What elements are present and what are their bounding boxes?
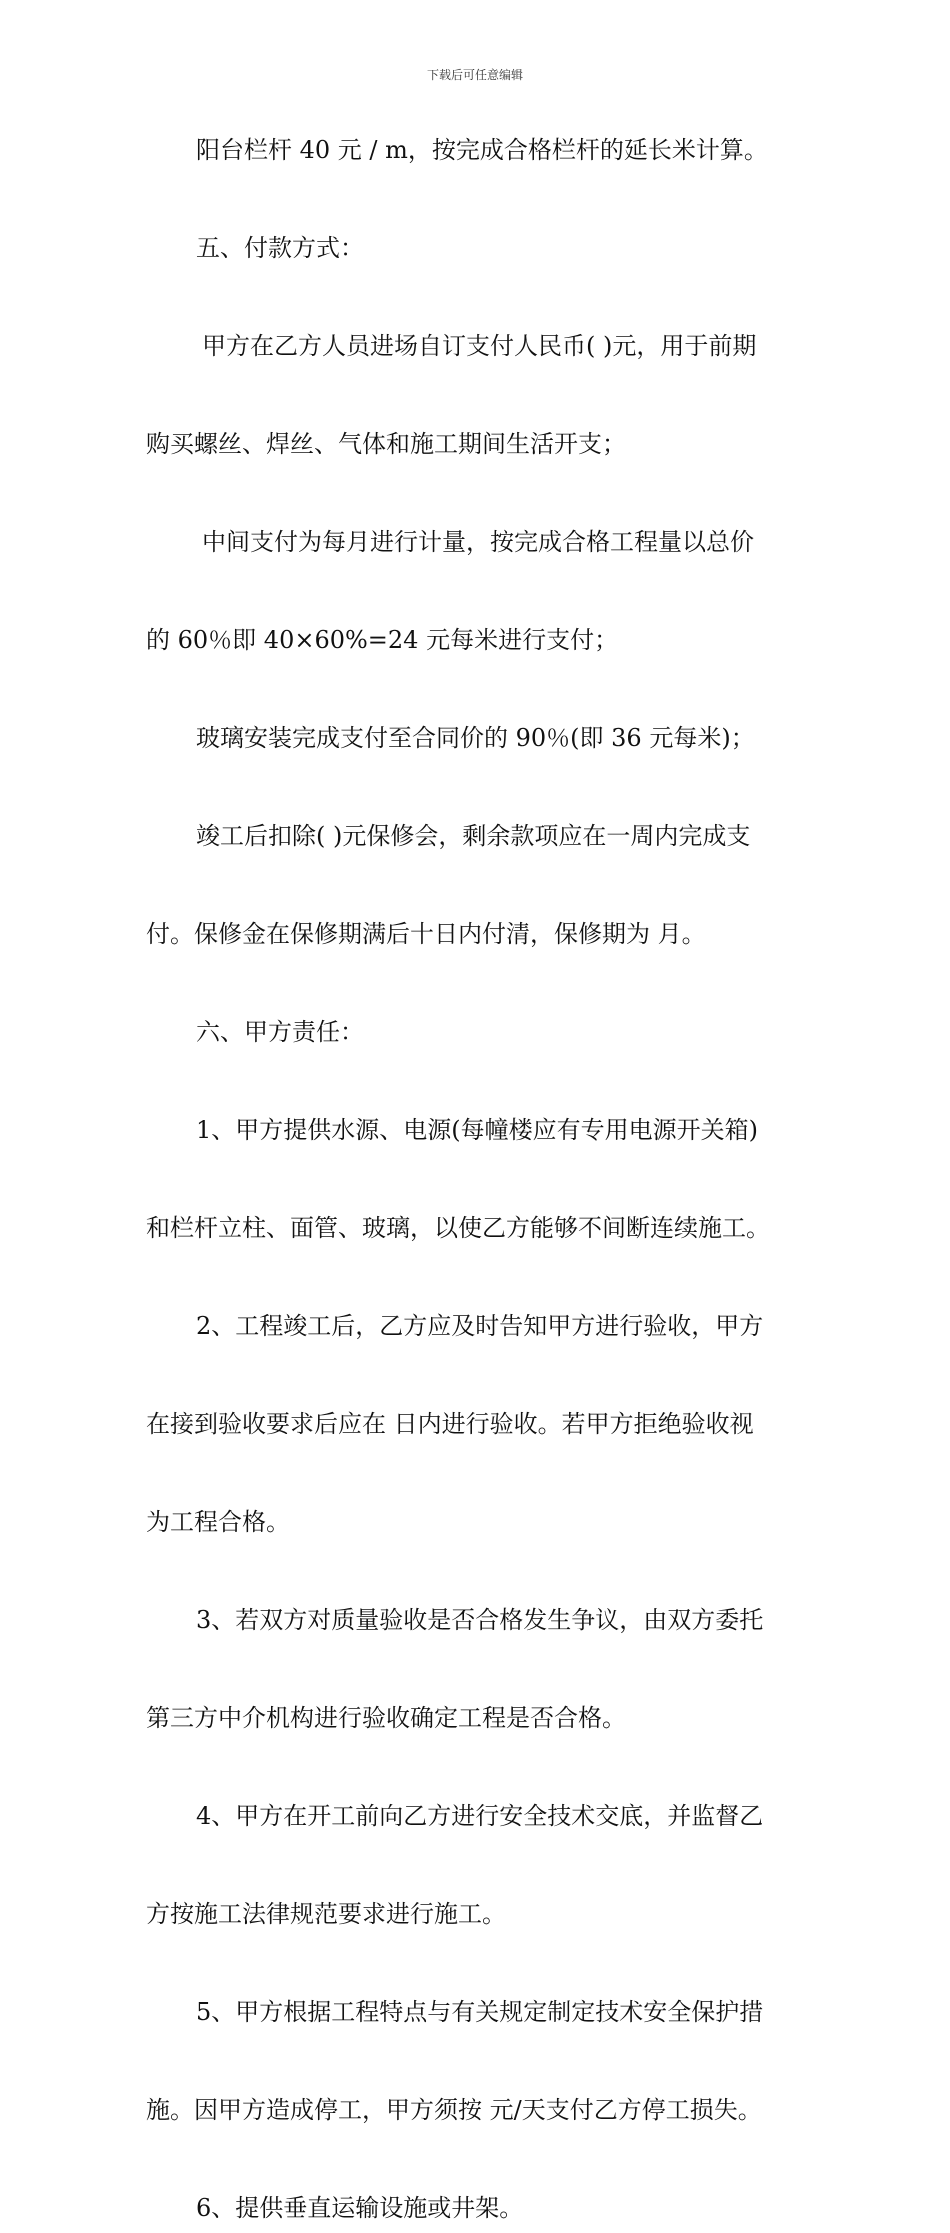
document-body — [146, 126, 810, 2233]
paragraph-line: 6、提供垂直运输设施或井架。 — [196, 2194, 524, 2222]
paragraph-line: 施。因甲方造成停工，甲方须按 元/天支付乙方停工损失。 — [146, 2096, 762, 2124]
paragraph-line: 的 60％即 40×60%=24 元每米进行支付； — [146, 626, 619, 654]
paragraph-line: 2、工程竣工后，乙方应及时告知甲方进行验收，甲方 — [196, 1312, 764, 1340]
paragraph-line: 购买螺丝、焊丝、气体和施工期间生活开支； — [146, 430, 626, 458]
page-header: 下载后可任意编辑 — [426, 68, 523, 82]
section-heading: 六、甲方责任： — [196, 1018, 364, 1046]
paragraph-line: 和栏杆立柱、面管、玻璃，以使乙方能够不间断连续施工。 — [146, 1214, 770, 1242]
paragraph-line: 中间支付为每月进行计量，按完成合格工程量以总价 — [202, 528, 754, 556]
paragraph-line: 4、甲方在开工前向乙方进行安全技术交底，并监督乙 — [196, 1802, 764, 1830]
paragraph-line: 甲方在乙方人员进场自订支付人民币( )元，用于前期 — [202, 332, 757, 360]
paragraph-line: 1、甲方提供水源、电源(每幢楼应有专用电源开关箱) — [196, 1116, 758, 1144]
section-heading: 五、付款方式： — [196, 234, 364, 262]
paragraph-line: 阳台栏杆 40 元 / m，按完成合格栏杆的延长米计算。 — [196, 136, 768, 164]
paragraph-line: 第三方中介机构进行验收确定工程是否合格。 — [146, 1704, 626, 1732]
paragraph-line: 3、若双方对质量验收是否合格发生争议，由双方委托 — [196, 1606, 764, 1634]
paragraph-line: 竣工后扣除( )元保修会，剩余款项应在一周内完成支 — [196, 822, 751, 850]
paragraph-line: 付。保修金在保修期满后十日内付清，保修期为 月。 — [146, 920, 706, 948]
paragraph-line: 玻璃安装完成支付至合同价的 90％(即 36 元每米)； — [196, 724, 755, 752]
paragraph-line: 为工程合格。 — [146, 1508, 290, 1536]
paragraph-line: 方按施工法律规范要求进行施工。 — [146, 1900, 506, 1928]
paragraph-line: 在接到验收要求后应在 日内进行验收。若甲方拒绝验收视 — [146, 1410, 754, 1438]
paragraph-line: 5、甲方根据工程特点与有关规定制定技术安全保护措 — [196, 1998, 764, 2026]
